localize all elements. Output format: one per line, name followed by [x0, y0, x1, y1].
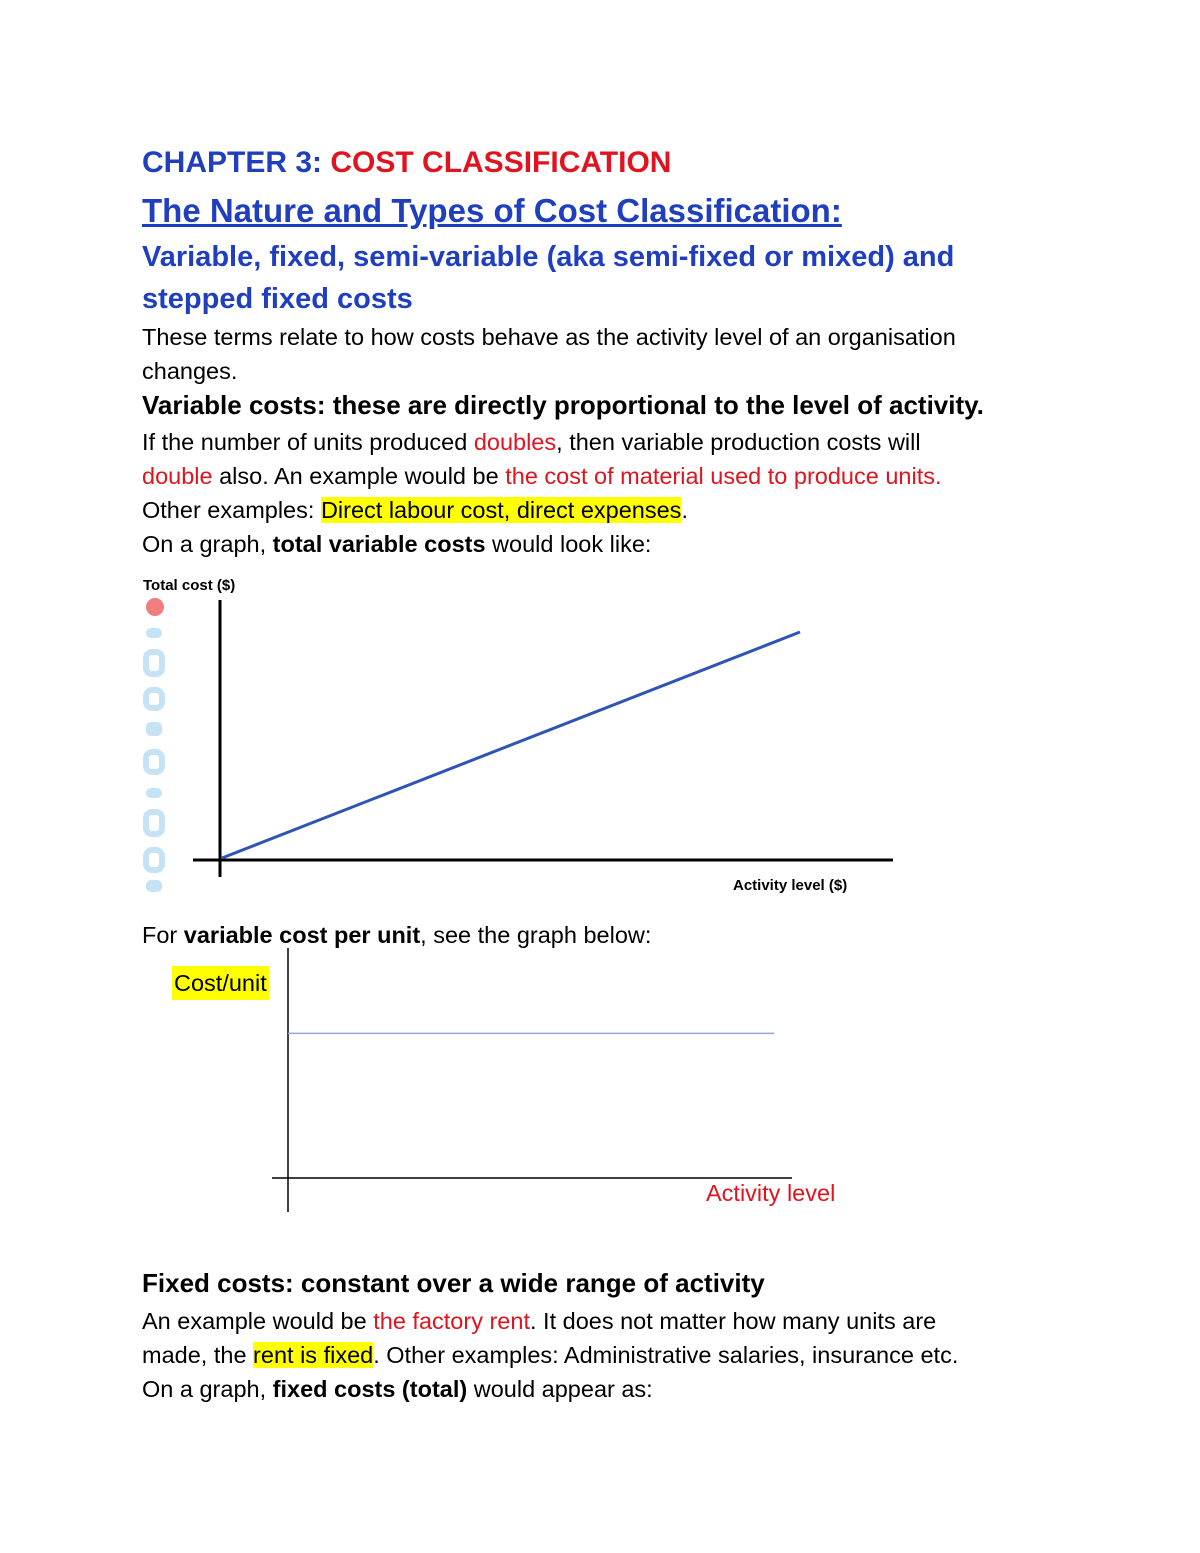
rent-is-fixed-highlight: rent is fixed	[253, 1342, 374, 1368]
chapter-name: COST CLASSIFICATION	[330, 146, 672, 179]
text-run: Other examples:	[142, 497, 321, 523]
text-run: , see the graph below:	[420, 922, 652, 948]
text-run: On a graph,	[142, 531, 273, 557]
y-axis-label: Total cost ($)	[143, 577, 236, 594]
text-run: . Other examples: Administrative salaries, insurance etc.	[373, 1342, 959, 1368]
text-run: If the number of units produced	[142, 429, 474, 455]
page-heading: The Nature and Types of Cost Classification:	[142, 192, 842, 229]
subheading-line-2: stepped fixed costs	[142, 283, 413, 315]
x-axis-label: Activity level ($)	[733, 877, 848, 894]
text-run: , then variable production costs will	[556, 429, 921, 455]
activity-level-axis-label: Activity level	[706, 1180, 836, 1206]
fixed-costs-heading: Fixed costs: constant over a wide range of activity	[142, 1268, 765, 1298]
intro-line-2: changes.	[142, 358, 238, 384]
text-run: would look like:	[485, 531, 652, 557]
double-emphasis: double	[142, 463, 213, 489]
other-examples-highlight: Direct labour cost, direct expenses	[320, 497, 682, 523]
variable-costs-heading: Variable costs: these are directly proportional to the level of activity.	[142, 390, 984, 420]
text-run: .	[681, 497, 688, 523]
chapter-prefix: CHAPTER 3:	[142, 146, 331, 179]
factory-rent-emphasis: the factory rent	[373, 1308, 530, 1334]
fixed-paragraph-line-1	[142, 1304, 936, 1338]
text-run: made, the	[142, 1342, 254, 1368]
doubles-emphasis: doubles	[473, 429, 557, 455]
fixed-paragraph-line-2	[142, 1338, 958, 1372]
text-run: would appear as:	[467, 1376, 653, 1402]
text-run: also. An example would be	[212, 463, 506, 489]
text-run: An example would be	[142, 1308, 374, 1334]
fixed-costs-total-bold: fixed costs (total)	[272, 1376, 468, 1402]
text-run: For	[142, 922, 184, 948]
material-cost-emphasis: the cost of material used to produce units.	[505, 463, 942, 489]
fixed-paragraph-line-3	[142, 1372, 653, 1406]
intro-line-1: These terms relate to how costs behave as the activity level of an organisation	[142, 324, 956, 350]
cost-per-unit-axis-label: Cost/unit	[172, 966, 269, 1000]
total-variable-costs-bold: total variable costs	[272, 531, 486, 557]
variable-cost-per-unit-bold: variable cost per unit	[183, 922, 421, 948]
text-run: . It does not matter how many units are	[529, 1308, 937, 1334]
subheading-line-1: Variable, fixed, semi-variable (aka semi-fixed or mixed) and	[142, 241, 955, 273]
text-run: On a graph,	[142, 1376, 273, 1402]
